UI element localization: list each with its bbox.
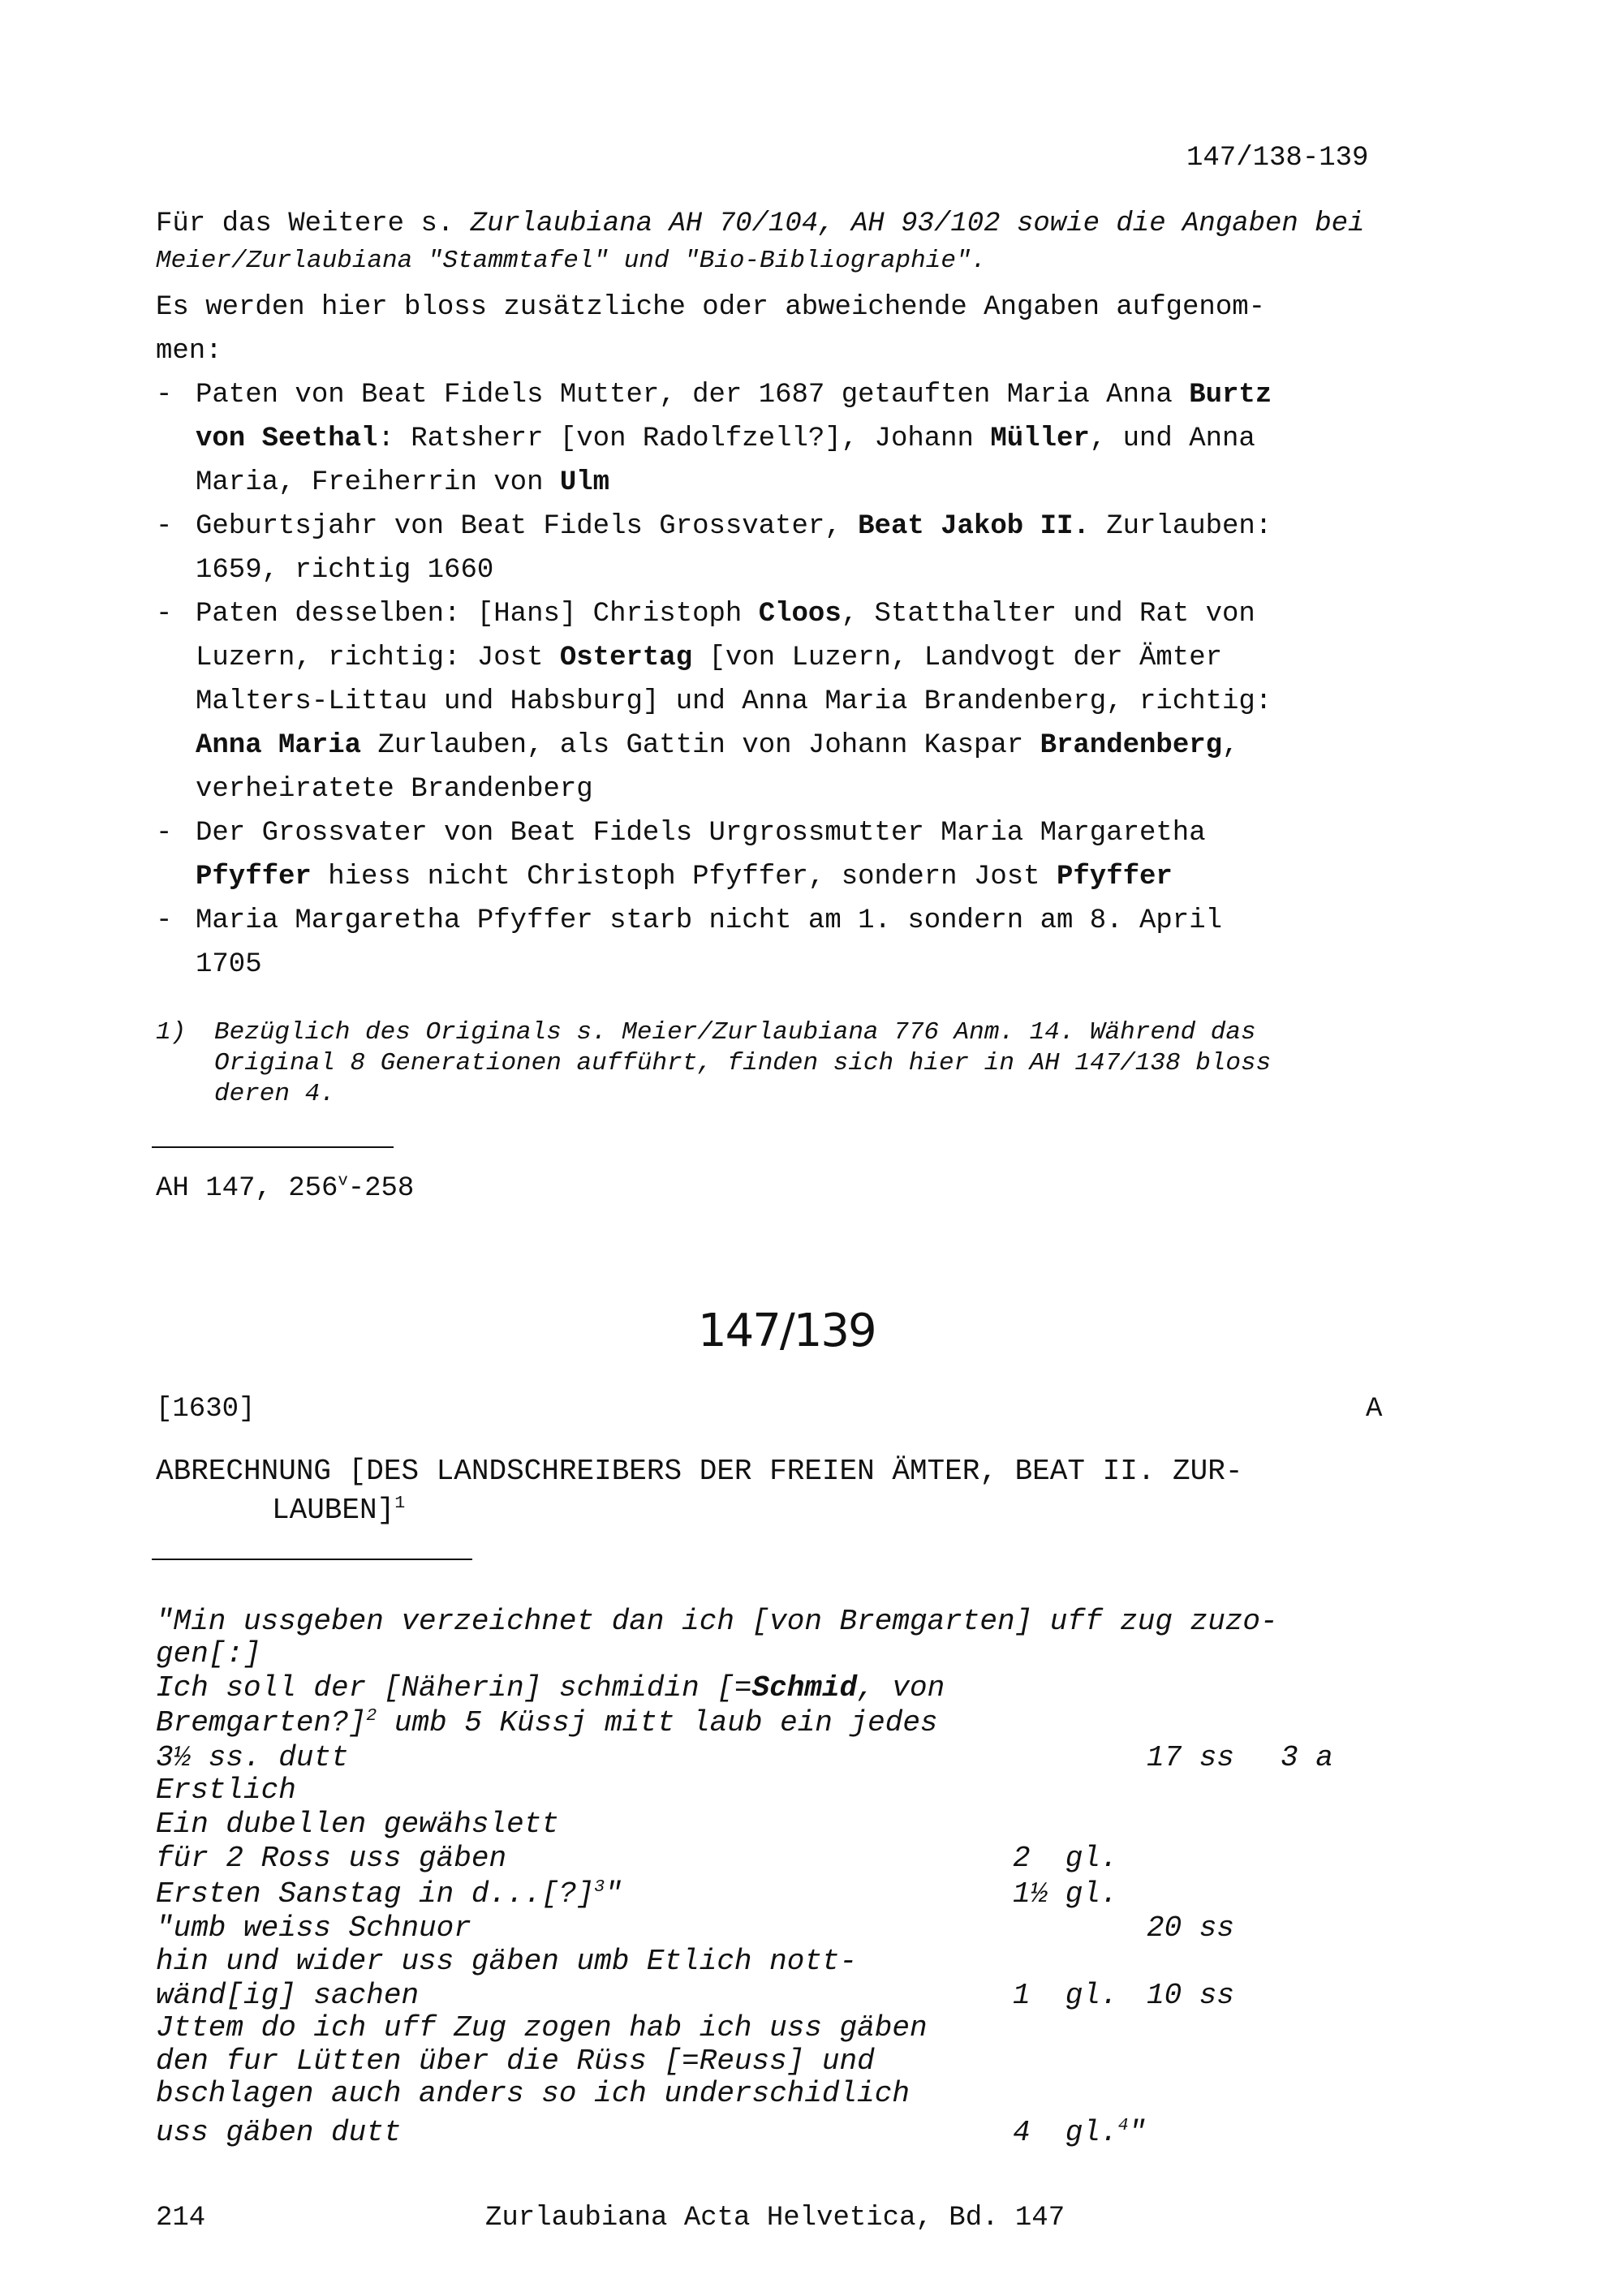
publication-name: Zurlaubiana Acta Helvetica, Bd. 147 [485,2203,1065,2234]
ledger-line: bschlagen auch anders so ich underschidlich [156,2077,910,2110]
ledger-line: "Min ussgeben verzeichnet dan ich [von Bremgarten] uff zug zuzo- [156,1605,1278,1638]
ledger-line: Jttem do ich uff Zug zogen hab ich uss gäben [156,2011,928,2044]
document-date: [1630] [156,1394,256,1425]
bullet-2-line-1: Geburtsjahr von Beat Fidels Grossvater, Beat Jakob II. Zurlauben: [196,511,1272,542]
ledger-line: Ersten Sanstag in d...[?]$^3$" [156,1877,622,1911]
intro-line-3: Es werden hier bloss zusätzliche oder abweichende Angaben aufgenom- [156,292,1266,323]
ledger-amount: 10 ss [1147,1979,1235,2012]
bullet-4-line-2: Pfyffer hiess nicht Christoph Pfyffer, sondern Jost Pfyffer [196,862,1173,892]
ledger-amount: 1 gl. [1013,1979,1118,2012]
bullet-3-line-5: verheiratete Brandenberg [196,774,593,805]
ledger-line: 3½ ss. dutt [156,1741,349,1774]
ledger-line: uss gäben dutt [156,2116,402,2149]
title-rule [152,1559,472,1560]
bullet-dash: - [156,818,173,849]
footnote-rule [152,1146,394,1148]
intro-line-4: men: [156,336,222,367]
bullet-1-line-1: Paten von Beat Fidels Mutter, der 1687 getauften Maria Anna Burtz [196,380,1272,411]
ledger-line: wänd[ig] sachen [156,1979,420,2012]
ledger-amount: 1½ gl. [1013,1877,1118,1911]
bullet-dash: - [156,380,173,411]
ledger-line: für 2 Ross uss gäben [156,1842,507,1875]
bullet-dash: - [156,599,173,630]
bullet-1-line-3: Maria, Freiherrin von Ulm [196,467,610,498]
ledger-line: den fur Lütten über die Rüss [=Reuss] und [156,2044,875,2078]
footnote-number: 1) [156,1018,187,1047]
bullet-3-line-3: Malters-Littau und Habsburg] und Anna Maria Brandenberg, richtig: [196,686,1272,717]
document-number: 147/139 [698,1305,876,1357]
bullet-2-line-2: 1659, richtig 1660 [196,555,494,586]
intro-line-2: Meier/Zurlaubiana "Stammtafel" und "Bio-Bibliographie". [156,247,987,275]
page-ref: 147/138-139 [1186,143,1369,174]
bullet-dash: - [156,905,173,936]
ledger-amount: 4 gl.$^4$" [1013,2116,1147,2149]
ledger-line: Ich soll der [Näherin] schmidin [=Schmid, von [156,1671,945,1705]
footnote-line-2: Original 8 Generationen aufführt, finden sich hier in AH 147/138 bloss [214,1049,1272,1077]
bullet-1-line-2: von Seethal: Ratsherr [von Radolfzell?], Johann Müller, und Anna [196,424,1255,454]
ledger-line: Erstlich [156,1774,296,1807]
footnote-line-3: deren 4. [214,1080,335,1108]
ledger-amount: 17 ss [1147,1741,1235,1774]
ledger-amount: 3 a [1281,1741,1333,1774]
bullet-4-line-1: Der Grossvater von Beat Fidels Urgrossmutter Maria Margaretha [196,818,1206,849]
ledger-line: Ein dubellen gewähslett [156,1808,559,1841]
document-title-line-2: LAUBEN]$^1$ [272,1494,406,1527]
bullet-3-line-1: Paten desselben: [Hans] Christoph Cloos, Statthalter und Rat von [196,599,1255,630]
document-category: A [1366,1394,1383,1425]
document-title-line-1: ABRECHNUNG [DES LANDSCHREIBERS DER FREIEN ÄMTER, BEAT II. ZUR- [156,1455,1243,1488]
bullet-5-line-1: Maria Margaretha Pfyffer starb nicht am 1. sondern am 8. April [196,905,1223,936]
ledger-line: "umb weiss Schnuor [156,1911,471,1945]
bullet-3-line-4: Anna Maria Zurlauben, als Gattin von Johann Kaspar Brandenberg, [196,730,1239,761]
ledger-amount: 2 gl. [1013,1842,1118,1875]
ledger-amount: 20 ss [1147,1911,1235,1945]
page-number: 214 [156,2203,206,2234]
intro-line-1: Für das Weitere s. Zurlaubiana AH 70/104, AH 93/102 sowie die Angaben bei [156,209,1365,239]
bullet-dash: - [156,511,173,542]
ledger-line: Bremgarten?]$^2$ umb 5 Küssj mitt laub ein jedes [156,1706,938,1739]
footnote-line-1: Bezüglich des Originals s. Meier/Zurlaubiana 776 Anm. 14. Während das [214,1018,1256,1047]
bullet-5-line-2: 1705 [196,949,262,980]
source-reference: AH 147, 256$^v$-258 [156,1172,415,1204]
ledger-line: gen[:] [156,1637,261,1670]
ledger-line: hin und wider uss gäben umb Etlich nott- [156,1945,858,1978]
bullet-3-line-2: Luzern, richtig: Jost Ostertag [von Luzern, Landvogt der Ämter [196,643,1223,673]
